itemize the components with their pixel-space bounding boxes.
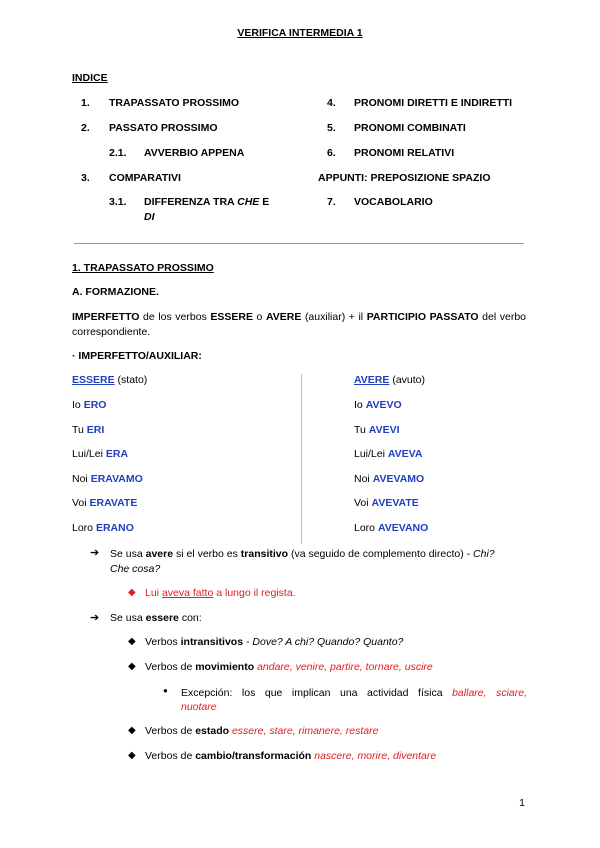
- index-num: 4.: [327, 97, 336, 109]
- avere-row: Noi AVEVAMO: [354, 473, 425, 485]
- index-item-vocabolario[interactable]: VOCABOLARIO: [354, 196, 433, 208]
- avere-row: Io AVEVO: [354, 399, 402, 411]
- diamond-bullet-icon: ◆: [128, 587, 136, 598]
- diamond-bullet-icon: ◆: [128, 636, 136, 647]
- diamond-bullet-icon: ◆: [128, 725, 136, 736]
- avere-row: Voi AVEVATE: [354, 497, 419, 509]
- essere-row: Tu ERI: [72, 424, 105, 436]
- essere-row: Loro ERANO: [72, 522, 134, 534]
- formation-paragraph: IMPERFETTO de los verbos ESSERE o AVERE (auxiliar) + il PARTICIPIO PASSATO del verbo correspondiente.: [72, 311, 527, 338]
- rule-excepcion-continued: nuotare: [181, 701, 217, 713]
- section-heading: 1. TRAPASSATO PROSSIMO: [72, 262, 214, 274]
- avere-header: AVERE (avuto): [354, 374, 426, 386]
- diamond-bullet-icon: ◆: [128, 661, 136, 672]
- index-item-passato[interactable]: PASSATO PROSSIMO: [109, 122, 218, 134]
- page-number: 1: [519, 797, 525, 809]
- essere-rule: Se usa essere con:: [110, 612, 202, 624]
- arrow-icon: ➔: [90, 547, 100, 559]
- column-divider: [301, 374, 302, 544]
- essere-row: Io ERO: [72, 399, 107, 411]
- index-num: 7.: [327, 196, 336, 208]
- avere-row: Loro AVEVANO: [354, 522, 429, 534]
- index-item-avverbio[interactable]: AVVERBIO APPENA: [144, 147, 245, 159]
- index-num: 2.: [81, 122, 90, 134]
- index-item-trapassato[interactable]: TRAPASSATO PROSSIMO: [109, 97, 240, 109]
- arrow-icon: ➔: [90, 612, 100, 624]
- essere-header: ESSERE (stato): [72, 374, 148, 386]
- rule-excepcion: Excepción: los que implican una actividad física ballare, sciare,: [181, 687, 527, 699]
- index-item-differenza-di: DI: [144, 211, 155, 223]
- index-num: 2.1.: [109, 147, 127, 159]
- index-num: 6.: [327, 147, 336, 159]
- rule-estado: Verbos de estado essere, stare, rimanere, restare: [145, 725, 379, 737]
- index-heading: INDICE: [72, 72, 108, 84]
- page-title: VERIFICA INTERMEDIA 1: [237, 27, 363, 39]
- index-item-appunti[interactable]: APPUNTI: PREPOSIZIONE SPAZIO: [318, 172, 491, 184]
- essere-row: Voi ERAVATE: [72, 497, 138, 509]
- avere-row: Lui/Lei AVEVA: [354, 448, 423, 460]
- circle-bullet-icon: ●: [163, 686, 168, 695]
- essere-row: Noi ERAVAMO: [72, 473, 143, 485]
- index-num: 3.1.: [109, 196, 127, 208]
- example-sentence: Lui aveva fatto a lungo il regista.: [145, 587, 296, 599]
- index-item-pronomi-combinati[interactable]: PRONOMI COMBINATI: [354, 122, 466, 134]
- avere-rule: Se usa avere si el verbo es transitivo (va seguido de complemento directo) - Chi? Che cosa?: [110, 548, 495, 575]
- index-item-pronomi-diretti[interactable]: PRONOMI DIRETTI E INDIRETTI: [354, 97, 513, 109]
- rule-intransitivos: Verbos intransitivos - Dove? A chi? Quando? Quanto?: [145, 636, 404, 648]
- divider: [74, 243, 524, 244]
- imperfetto-heading: · IMPERFETTO/AUXILIAR:: [72, 350, 202, 362]
- index-num: 5.: [327, 122, 336, 134]
- index-item-comparativi[interactable]: COMPARATIVI: [109, 172, 181, 184]
- essere-row: Lui/Lei ERA: [72, 448, 129, 460]
- index-item-pronomi-relativi[interactable]: PRONOMI RELATIVI: [354, 147, 455, 159]
- index-num: 3.: [81, 172, 90, 184]
- rule-cambio: Verbos de cambio/transformación nascere, morire, diventare: [145, 750, 437, 762]
- rule-movimiento: Verbos de movimiento andare, venire, partire, tornare, uscire: [145, 661, 433, 673]
- index-num: 1.: [81, 97, 90, 109]
- diamond-bullet-icon: ◆: [128, 750, 136, 761]
- index-item-differenza[interactable]: DIFFERENZA TRA CHE E: [144, 196, 270, 208]
- avere-row: Tu AVEVI: [354, 424, 400, 436]
- subsection-heading: A. FORMAZIONE.: [72, 286, 159, 298]
